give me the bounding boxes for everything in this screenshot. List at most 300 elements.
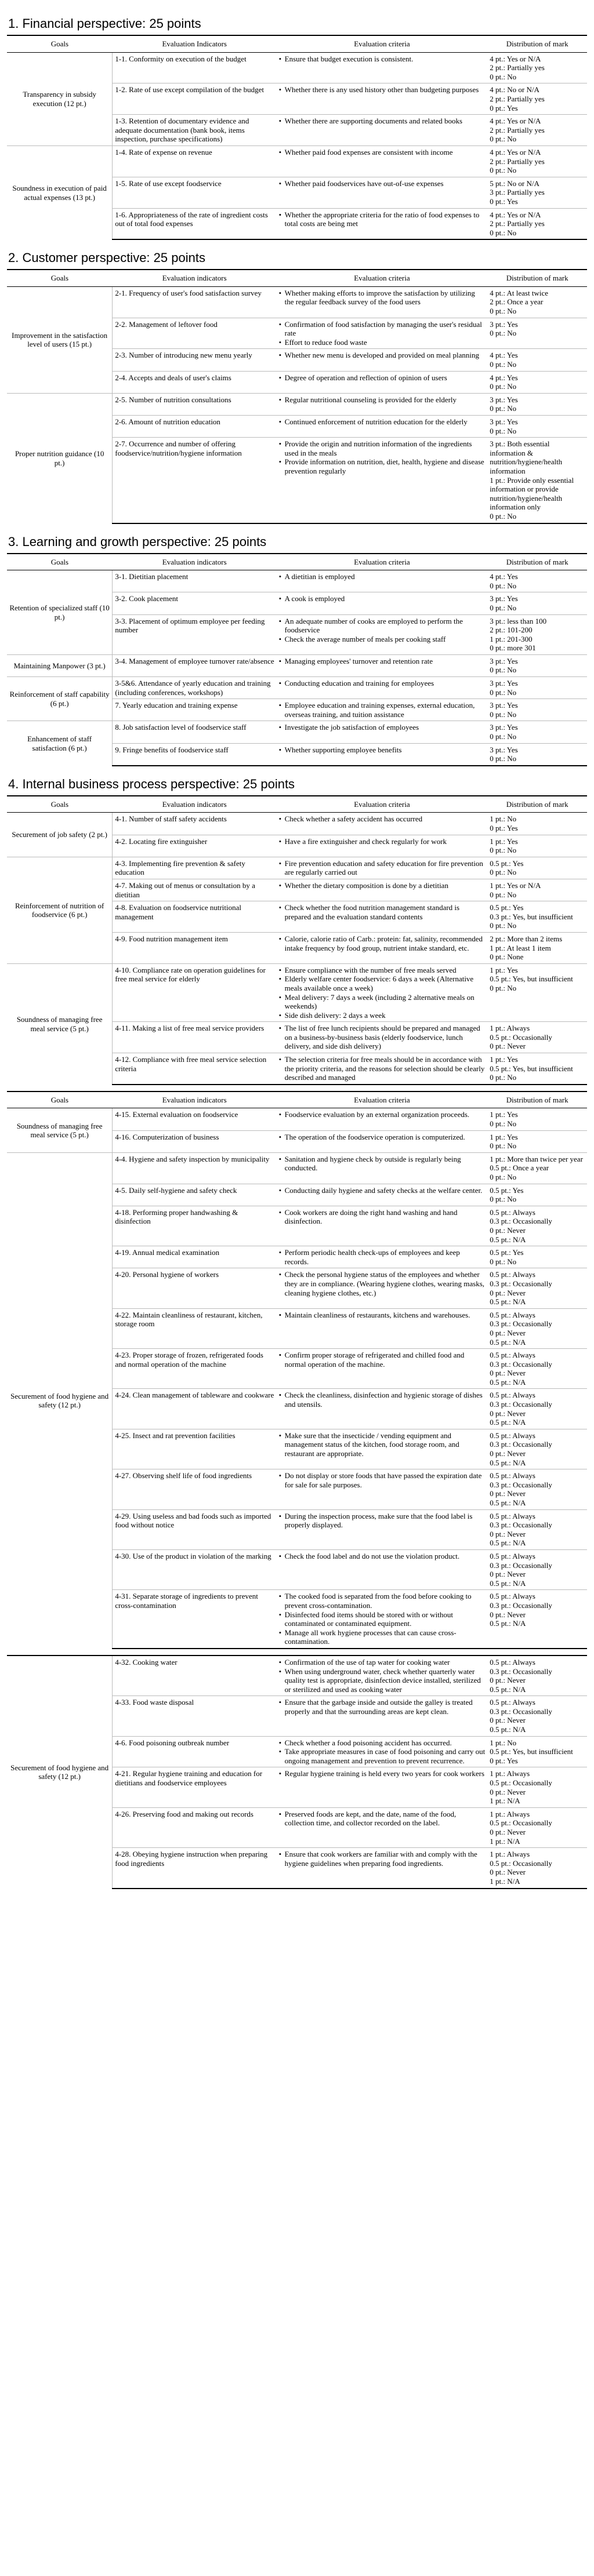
criteria-list: [279, 1155, 486, 1173]
criteria-item: • Check the food label and do not use the violation product.: [279, 1552, 486, 1561]
criteria-cell: [277, 393, 488, 415]
criteria-cell: [277, 963, 488, 1022]
indicator-cell: 4-32. Cooking water: [113, 1656, 277, 1696]
goal-cell: Soundness of managing free meal service (5 pt.): [7, 963, 113, 1085]
distribution-line: 0.5 pt.: N/A: [490, 1418, 526, 1427]
criteria-cell: [277, 286, 488, 318]
criteria-list: [279, 617, 486, 644]
indicator-cell: 2-4. Accepts and deals of user's claims: [113, 371, 277, 393]
distribution-line: 0.5 pt.: Yes: [490, 903, 524, 912]
distribution-line: 0 pt.: No: [490, 426, 517, 435]
distribution-line: 0 pt.: No: [490, 1195, 517, 1204]
column-header: Goals: [7, 796, 113, 813]
table-row: [7, 1656, 587, 1696]
criteria-cell: [277, 1848, 488, 1889]
distribution-line: 4 pt.: Yes: [490, 572, 518, 581]
section-title: 2. Customer perspective: 25 points: [8, 250, 205, 265]
distribution-line: 0 pt.: Never: [490, 1676, 526, 1685]
criteria-list: [279, 837, 486, 846]
criteria-cell: [277, 1509, 488, 1549]
criteria-item: • Side dish delivery: 2 days a week: [279, 1011, 486, 1020]
distribution-line: 0 pt.: Never: [490, 1716, 526, 1725]
distribution-line: 1 pt.: More than twice per year: [490, 1154, 583, 1163]
distribution-line: 0.5 pt.: N/A: [490, 1337, 526, 1347]
criteria-cell: [277, 932, 488, 963]
section-title: 1. Financial perspective: 25 points: [8, 16, 201, 31]
criteria-list: [279, 1351, 486, 1369]
criteria-item: • The cooked food is separated from the food before cooking to prevent cross-contamination.: [279, 1592, 486, 1610]
distribution-line: 0 pt.: Never: [490, 1570, 526, 1579]
criteria-list: [279, 1552, 486, 1561]
distribution-line: 0.3 pt.: Occasionally: [490, 1440, 552, 1449]
distribution-line: 2 pt.: Once a year: [490, 297, 544, 307]
criteria-item: • Effort to reduce food waste: [279, 338, 486, 347]
distribution-cell: [487, 932, 587, 963]
distribution-line: 0 pt.: Never: [490, 1610, 526, 1619]
criteria-item: • Whether supporting employee benefits: [279, 745, 486, 755]
criteria-cell: [277, 1308, 488, 1348]
distribution-cell: [487, 901, 587, 933]
indicator-cell: 3-2. Cook placement: [113, 592, 277, 614]
distribution-line: 0 pt.: Yes: [490, 824, 518, 832]
distribution-line: 0.5 pt.: Always: [490, 1551, 535, 1560]
criteria-item: • Take appropriate measures in case of food poisoning and carry out ongoing management and prevention to prevent recurrence.: [279, 1747, 486, 1765]
indicator-cell: 1-5. Rate of use except foodservice: [113, 177, 277, 208]
criteria-item: • Check the cleanliness, disinfection and hygienic storage of dishes and utensils.: [279, 1391, 486, 1409]
criteria-list: [279, 1186, 486, 1195]
criteria-list: [279, 117, 486, 126]
indicator-cell: 1-4. Rate of expense on revenue: [113, 145, 277, 177]
distribution-cell: [487, 52, 587, 83]
indicator-cell: 4-5. Daily self-hygiene and safety check: [113, 1184, 277, 1206]
criteria-cell: [277, 1696, 488, 1736]
distribution-line: 3 pt.: Yes: [490, 656, 518, 665]
distribution-line: 1 pt.: Always: [490, 1769, 530, 1778]
criteria-item: • The selection criteria for free meals should be in accordance with the priority criteria, and the reasons for selection should be clearly described and managed: [279, 1055, 486, 1082]
criteria-list: [279, 1431, 486, 1458]
column-header: Evaluation indicators: [113, 796, 277, 813]
distribution-line: 1 pt.: At least 1 item: [490, 943, 551, 952]
criteria-cell: [277, 1053, 488, 1085]
distribution-line: 1 pt.: Yes: [490, 1132, 518, 1141]
distribution-line: 1 pt.: Always: [490, 1850, 530, 1859]
distribution-cell: [487, 857, 587, 879]
criteria-cell: [277, 1246, 488, 1268]
distribution-line: 0.5 pt.: Always: [490, 1511, 535, 1520]
column-header: Distribution of mark: [487, 270, 587, 286]
indicator-cell: 2-1. Frequency of user's food satisfaction survey: [113, 286, 277, 318]
column-header: Distribution of mark: [487, 796, 587, 813]
distribution-cell: [487, 318, 587, 349]
criteria-item: • A dietitian is employed: [279, 572, 486, 581]
distribution-cell: [487, 115, 587, 146]
criteria-cell: [277, 654, 488, 676]
criteria-list: [279, 1592, 486, 1646]
distribution-line: 0 pt.: No: [490, 404, 517, 413]
criteria-item: • The operation of the foodservice operation is computerized.: [279, 1133, 486, 1142]
distribution-line: 0.3 pt.: Occasionally: [490, 1520, 552, 1530]
criteria-item: • Confirm proper storage of refrigerated and chilled food and normal operation of the machine.: [279, 1351, 486, 1369]
criteria-item: • Perform periodic health check-ups of employees and keep records.: [279, 1248, 486, 1266]
distribution-line: 3 pt.: less than 100: [490, 616, 547, 625]
distribution-line: 0 pt.: No: [490, 360, 517, 369]
distribution-line: 0 pt.: No: [490, 868, 517, 877]
indicator-cell: 4-8. Evaluation on foodservice nutritional management: [113, 901, 277, 933]
indicator-cell: 4-9. Food nutrition management item: [113, 932, 277, 963]
criteria-list: [279, 210, 486, 228]
criteria-item: • Conducting education and training for employees: [279, 679, 486, 688]
criteria-list: [279, 1110, 486, 1119]
distribution-line: 0 pt.: No: [490, 846, 517, 855]
indicator-cell: 2-6. Amount of nutrition education: [113, 416, 277, 438]
distribution-cell: [487, 438, 587, 523]
criteria-item: • Provide the origin and nutrition information of the ingredients used in the meals: [279, 439, 486, 457]
criteria-list: [279, 1698, 486, 1716]
distribution-line: 1 pt.: Yes: [490, 1055, 518, 1064]
distribution-line: 0 pt.: No: [490, 1119, 517, 1129]
column-header: Evaluation criteria: [277, 1091, 488, 1108]
criteria-cell: [277, 1108, 488, 1130]
criteria-item: • Managing employees' turnover and retention rate: [279, 657, 486, 666]
criteria-list: [279, 289, 486, 307]
criteria-item: • Conducting daily hygiene and safety checks at the welfare center.: [279, 1186, 486, 1195]
column-header: Evaluation indicators: [113, 1091, 277, 1108]
distribution-line: 1 pt.: N/A: [490, 1836, 520, 1846]
goal-cell: Soundness of managing free meal service (5 pt.): [7, 1108, 113, 1152]
distribution-line: 0 pt.: No: [490, 710, 517, 719]
distribution-line: 0 pt.: Never: [490, 1529, 526, 1538]
goal-cell: Maintaining Manpower (3 pt.): [7, 654, 113, 676]
distribution-cell: [487, 349, 587, 371]
criteria-list: [279, 351, 486, 360]
distribution-line: 0.5 pt.: Always: [490, 1207, 535, 1217]
indicator-cell: 4-10. Compliance rate on operation guidelines for free meal service for elderly: [113, 963, 277, 1022]
table-row: [7, 145, 587, 177]
criteria-item: • Sanitation and hygiene check by outside is regularly being conducted.: [279, 1155, 486, 1173]
indicator-cell: 4-28. Obeying hygiene instruction when preparing food ingredients: [113, 1848, 277, 1889]
criteria-list: [279, 1055, 486, 1082]
indicator-cell: 4-25. Insect and rat prevention facilities: [113, 1429, 277, 1469]
criteria-item: • Have a fire extinguisher and check regularly for work: [279, 837, 486, 846]
distribution-cell: [487, 1656, 587, 1696]
distribution-line: 0.5 pt.: Once a year: [490, 1163, 549, 1173]
criteria-item: • Whether there are supporting documents and related books: [279, 117, 486, 126]
criteria-item: • Confirmation of the use of tap water for cooking water: [279, 1658, 486, 1667]
distribution-line: 0 pt.: No: [490, 228, 517, 237]
criteria-list: [279, 1769, 486, 1778]
indicator-cell: 4-7. Making out of menus or consultation by a dietitian: [113, 879, 277, 901]
table-row: [7, 963, 587, 1022]
criteria-item: • Whether the appropriate criteria for the ratio of food expenses to total costs are being met: [279, 210, 486, 228]
criteria-cell: [277, 901, 488, 933]
column-header: Evaluation criteria: [277, 35, 488, 52]
distribution-line: 1 pt.: Always: [490, 1024, 530, 1033]
table-row: [7, 677, 587, 699]
indicator-cell: 4-19. Annual medical examination: [113, 1246, 277, 1268]
distribution-line: 1 pt.: N/A: [490, 1796, 520, 1806]
indicator-cell: 2-2. Management of leftover food: [113, 318, 277, 349]
distribution-line: 1 pt.: N/A: [490, 1876, 520, 1886]
document-page: [7, 0, 587, 1901]
distribution-line: 0 pt.: Never: [490, 1787, 526, 1796]
distribution-cell: [487, 721, 587, 743]
table-row: [7, 1152, 587, 1184]
criteria-cell: [277, 592, 488, 614]
criteria-cell: [277, 1184, 488, 1206]
criteria-item: • Do not display or store foods that have passed the expiration date for sale for sale purposes.: [279, 1471, 486, 1489]
criteria-cell: [277, 1349, 488, 1389]
distribution-line: 4 pt.: Yes: [490, 351, 518, 360]
indicator-cell: 1-1. Conformity on execution of the budget: [113, 52, 277, 83]
distribution-cell: [487, 1053, 587, 1085]
column-header: Evaluation indicators: [113, 270, 277, 286]
distribution-line: 0.5 pt.: Always: [490, 1471, 535, 1480]
indicator-cell: 4-29. Using useless and bad foods such as imported food without notice: [113, 1509, 277, 1549]
criteria-cell: [277, 318, 488, 349]
distribution-cell: [487, 1590, 587, 1649]
goal-cell: Improvement in the satisfaction level of users (15 pt.): [7, 286, 113, 393]
indicator-cell: 4-12. Compliance with free meal service selection criteria: [113, 1053, 277, 1085]
goal-cell: Securement of job safety (2 pt.): [7, 813, 113, 857]
distribution-line: 0.3 pt.: Yes, but insufficient: [490, 912, 573, 921]
distribution-line: 0.5 pt.: N/A: [490, 1538, 526, 1548]
criteria-item: • Check whether the food nutrition management standard is prepared and the evaluation standard contents: [279, 903, 486, 921]
distribution-line: 3 pt.: Yes: [490, 395, 518, 404]
distribution-line: 0.3 pt.: Occasionally: [490, 1359, 552, 1369]
distribution-line: 0 pt.: Yes: [490, 1756, 518, 1765]
distribution-line: 4 pt.: Yes or N/A: [490, 117, 541, 126]
distribution-line: 0 pt.: None: [490, 952, 524, 962]
distribution-line: 1 pt.: 201-300: [490, 634, 533, 643]
distribution-line: 0 pt.: No: [490, 1141, 517, 1151]
criteria-item: • Regular nutritional counseling is provided for the elderly: [279, 395, 486, 405]
indicator-cell: 1-2. Rate of use except compilation of the budget: [113, 83, 277, 115]
distribution-line: 0 pt.: No: [490, 72, 517, 81]
criteria-list: [279, 373, 486, 383]
distribution-line: 4 pt.: Yes or N/A: [490, 210, 541, 219]
distribution-line: 0 pt.: Never: [490, 1225, 526, 1235]
criteria-item: • Continued enforcement of nutrition education for the elderly: [279, 417, 486, 427]
criteria-item: • When using underground water, check whether quarterly water quality test is appropriate, disinfection device installed, sterilized or sterilized and used as cooking water: [279, 1667, 486, 1694]
indicator-cell: 3-3. Placement of optimum employee per feeding number: [113, 614, 277, 654]
criteria-item: • Check the average number of meals per cooking staff: [279, 635, 486, 644]
column-header: Evaluation criteria: [277, 270, 488, 286]
distribution-line: 0.5 pt.: Always: [490, 1351, 535, 1360]
distribution-line: 0 pt.: Yes: [490, 197, 518, 206]
evaluation-table: [7, 1655, 587, 1889]
distribution-line: 3 pt.: Yes: [490, 701, 518, 710]
distribution-line: 0 pt.: Never: [490, 1449, 526, 1458]
criteria-cell: [277, 1429, 488, 1469]
table-row: [7, 570, 587, 592]
distribution-line: 0.5 pt.: Occasionally: [490, 1778, 552, 1788]
distribution-line: 2 pt.: Partially yes: [490, 157, 545, 166]
distribution-line: 0 pt.: more 301: [490, 643, 536, 653]
criteria-list: [279, 1208, 486, 1226]
distribution-line: 1 pt.: Provide only essential information or provide nutrition/hygiene/health information only: [490, 475, 574, 512]
criteria-cell: [277, 1590, 488, 1649]
distribution-line: 0.3 pt.: Occasionally: [490, 1217, 552, 1226]
criteria-list: [279, 859, 486, 877]
distribution-line: 1 pt.: No: [490, 1738, 517, 1747]
distribution-cell: [487, 1022, 587, 1053]
distribution-cell: [487, 963, 587, 1022]
distribution-line: 0.5 pt.: N/A: [490, 1725, 526, 1734]
distribution-cell: [487, 1184, 587, 1206]
criteria-cell: [277, 1022, 488, 1053]
distribution-line: 0.5 pt.: Always: [490, 1431, 535, 1440]
criteria-item: • Whether the dietary composition is done by a dietitian: [279, 881, 486, 890]
distribution-line: 0.5 pt.: Always: [490, 1698, 535, 1707]
criteria-item: • Check the personal hygiene status of the employees and whether they are in compliance. (Wearing hygiene clothes, wearing masks, cleaning hygiene clothes, etc.): [279, 1270, 486, 1297]
criteria-item: • Maintain cleanliness of restaurants, kitchens and warehouses.: [279, 1311, 486, 1320]
distribution-line: 0.5 pt.: Yes, but insufficient: [490, 1747, 573, 1756]
distribution-line: 3 pt.: Both essential information & nutrition/hygiene/health information: [490, 439, 563, 475]
distribution-line: 0.5 pt.: N/A: [490, 1684, 526, 1694]
criteria-item: • Preserved foods are kept, and the date, name of the food, collection time, and collector recorded on the label.: [279, 1810, 486, 1828]
criteria-cell: [277, 879, 488, 901]
distribution-line: 0.5 pt.: Always: [490, 1310, 535, 1319]
criteria-cell: [277, 416, 488, 438]
criteria-list: [279, 417, 486, 427]
distribution-cell: [487, 813, 587, 835]
criteria-list: [279, 723, 486, 732]
indicator-cell: 2-7. Occurrence and number of offering foodservice/nutrition/hygiene information: [113, 438, 277, 523]
distribution-line: 0 pt.: No: [490, 603, 517, 612]
table-header: [7, 35, 587, 52]
criteria-item: • Confirmation of food satisfaction by managing the user's residual rate: [279, 320, 486, 338]
criteria-cell: [277, 371, 488, 393]
criteria-item: • Degree of operation and reflection of opinion of users: [279, 373, 486, 383]
distribution-cell: [487, 654, 587, 676]
indicator-cell: 4-33. Food waste disposal: [113, 1696, 277, 1736]
distribution-line: 0.5 pt.: Occasionally: [490, 1818, 552, 1828]
evaluation-table: [7, 553, 587, 766]
indicator-cell: 9. Fringe benefits of foodservice staff: [113, 743, 277, 766]
criteria-cell: [277, 699, 488, 721]
criteria-cell: [277, 1807, 488, 1847]
distribution-line: 0 pt.: Never: [490, 1868, 526, 1877]
evaluation-table: [7, 269, 587, 523]
distribution-cell: [487, 83, 587, 115]
indicator-cell: 4-1. Number of staff safety accidents: [113, 813, 277, 835]
criteria-item: • Fire prevention education and safety education for fire prevention are regularly carried out: [279, 859, 486, 877]
indicator-cell: 3-5&6. Attendance of yearly education and training (including conferences, workshops): [113, 677, 277, 699]
distribution-cell: [487, 1549, 587, 1589]
criteria-list: [279, 1248, 486, 1266]
distribution-line: 2 pt.: Partially yes: [490, 63, 545, 72]
distribution-line: 0.5 pt.: N/A: [490, 1235, 526, 1244]
distribution-line: 0.5 pt.: Yes: [490, 1185, 524, 1195]
criteria-item: • Regular hygiene training is held every two years for cook workers: [279, 1769, 486, 1778]
distribution-line: 2 pt.: 101-200: [490, 625, 533, 635]
criteria-list: [279, 1471, 486, 1489]
column-header: Evaluation Indicators: [113, 35, 277, 52]
distribution-cell: [487, 592, 587, 614]
distribution-line: 0.5 pt.: Yes: [490, 1248, 524, 1257]
distribution-cell: [487, 208, 587, 239]
evaluation-table: [7, 1091, 587, 1649]
criteria-item: • Check whether a food poisoning accident has occurred.: [279, 1738, 486, 1748]
criteria-cell: [277, 83, 488, 115]
distribution-line: 1 pt.: Yes: [490, 965, 518, 974]
section-title: 3. Learning and growth perspective: 25 points: [8, 534, 267, 549]
distribution-cell: [487, 1246, 587, 1268]
table-header: [7, 796, 587, 813]
criteria-item: • Whether new menu is developed and provided on meal planning: [279, 351, 486, 360]
goal-cell: Transparency in subsidy execution (12 pt.): [7, 52, 113, 145]
distribution-line: 0.5 pt.: Always: [490, 1592, 535, 1601]
criteria-item: • Make sure that the insecticide / vending equipment and management status of the kitchen, food storage room, and restaurant are appropriate.: [279, 1431, 486, 1458]
indicator-cell: 4-16. Computerization of business: [113, 1130, 277, 1152]
indicator-cell: 3-1. Dietitian placement: [113, 570, 277, 592]
distribution-line: 0 pt.: No: [490, 1073, 517, 1082]
distribution-cell: [487, 371, 587, 393]
criteria-list: [279, 679, 486, 688]
criteria-cell: [277, 1656, 488, 1696]
distribution-line: 0 pt.: Never: [490, 1369, 526, 1378]
indicator-cell: 4-30. Use of the product in violation of the marking: [113, 1549, 277, 1589]
distribution-line: 3 pt.: Yes: [490, 319, 518, 329]
distribution-cell: [487, 1807, 587, 1847]
evaluation-table: [7, 35, 587, 240]
indicator-cell: 4-2. Locating fire extinguisher: [113, 835, 277, 857]
distribution-line: 0.3 pt.: Occasionally: [490, 1707, 552, 1716]
distribution-line: 2 pt.: More than 2 items: [490, 934, 563, 943]
criteria-cell: [277, 1736, 488, 1767]
column-header: Distribution of mark: [487, 554, 587, 570]
table-row: [7, 813, 587, 835]
indicator-cell: 7. Yearly education and training expense: [113, 699, 277, 721]
distribution-line: 0.5 pt.: Yes: [490, 858, 524, 868]
criteria-item: • During the inspection process, make sure that the food label is properly displayed.: [279, 1512, 486, 1530]
criteria-cell: [277, 857, 488, 879]
distribution-cell: [487, 699, 587, 721]
criteria-list: [279, 745, 486, 755]
distribution-line: 0.5 pt.: Always: [490, 1391, 535, 1400]
criteria-list: [279, 1512, 486, 1530]
goal-cell: Proper nutrition guidance (10 pt.): [7, 393, 113, 523]
distribution-line: 3 pt.: Partially yes: [490, 188, 545, 197]
criteria-cell: [277, 1549, 488, 1589]
table-row: [7, 393, 587, 415]
distribution-line: 0.5 pt.: Always: [490, 1657, 535, 1667]
distribution-cell: [487, 1696, 587, 1736]
criteria-list: [279, 934, 486, 952]
distribution-line: 0.5 pt.: Yes, but insufficient: [490, 974, 573, 984]
criteria-list: [279, 814, 486, 824]
indicator-cell: 4-20. Personal hygiene of workers: [113, 1268, 277, 1308]
criteria-item: • Whether making efforts to improve the satisfaction by utilizing the regular feedback survey of the food users: [279, 289, 486, 307]
criteria-list: [279, 148, 486, 157]
criteria-cell: [277, 1152, 488, 1184]
distribution-line: 0.5 pt.: N/A: [490, 1458, 526, 1467]
criteria-list: [279, 1270, 486, 1297]
criteria-cell: [277, 614, 488, 654]
distribution-line: 0.5 pt.: Occasionally: [490, 1858, 552, 1868]
criteria-item: • Ensure that budget execution is consistent.: [279, 54, 486, 64]
distribution-cell: [487, 1736, 587, 1767]
criteria-cell: [277, 721, 488, 743]
table-row: [7, 721, 587, 743]
criteria-cell: [277, 813, 488, 835]
criteria-list: [279, 903, 486, 921]
distribution-line: 1 pt.: Yes or N/A: [490, 881, 541, 890]
distribution-cell: [487, 677, 587, 699]
distribution-line: 4 pt.: Yes or N/A: [490, 147, 541, 157]
indicator-cell: 4-18. Performing proper handwashing & disinfection: [113, 1206, 277, 1246]
distribution-line: 0 pt.: No: [490, 890, 517, 899]
